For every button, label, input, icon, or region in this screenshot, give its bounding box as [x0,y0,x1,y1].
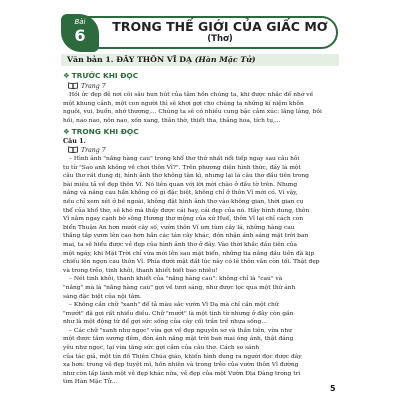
text-line: – Nét tinh khôi, thanh khiết của "nắng hàng cau": không chỉ là "cau" và [69,276,283,283]
text-line: như là một động từ để gợi sức sống của cây cối trần trề nhựa sống... [63,319,267,326]
text-line: chiếu lên ngọn cau thôn Vĩ. Phía dưới mặt đất lúc này có lẽ thôn vẫn còn tối. Thật đẹp [63,259,320,266]
text-line: xa hơn: trong vẻ đẹp tuyệt mĩ, hồn nhiên và trong trẻo của vườn thôn Vĩ đường [63,362,299,369]
text-line: – Hình ảnh "nắng hàng cau" trong khổ thơ thứ nhất nổi tiếp ngay sau câu hỏi [69,156,300,162]
text-line: và trong trẻo, tinh khôi, thanh khiết biết bao nhiêu! [63,267,218,274]
text-line: biển Thuận An hơn mười cây số, vườn thôn Vĩ um tùm cây lá, những hàng cau [63,224,295,231]
lesson-subtitle: (Thơ) [207,34,233,44]
text-line: "mướt" đã gợi rất nhiều điều. Chữ "mướt" là một tính từ nhưng ở đây còn gần [63,310,294,317]
text-line: một ngày, khi Mặt Trời chỉ vừa mới lên sau mặt biển, những tia nắng đầu tiên đã kịp [63,250,315,257]
text-line: nguôi, vui, buồn, nhớ thương,... Chúng ta sẽ có nhiều cung bậc cảm xúc: lâng lâng, bồi [63,109,322,116]
text-line: tìm Hàn Mặc Tử... [63,379,118,386]
while-reading-paragraph [63,155,339,387]
book-icon [68,82,78,91]
page-number: 5 [330,384,336,393]
text-line: thể của khổ thơ, sẽ khó mà thấy được cái hay, cái đẹp của nó. Hãy hình dung, thôn [63,207,310,214]
text-line: sáng đặc biệt của nội tâm. [63,293,142,300]
text-line: tu từ "Sao anh không về chơi thôn Vĩ?". Trên phương diện hình thức, đây là một [63,164,301,171]
text-line: mai, ta sẽ hiểu được vẻ đẹp của hình ảnh thơ ở đây. Vào thời khắc đầu tiên của [63,241,298,248]
text-line: của tác giả, một tín đồ Thiên Chúa giáo, khiến hình dung ra người đọc được đây [63,353,302,360]
diamond-bullet-icon: ❖ [63,71,70,80]
text-line: Hồi ức đẹp đẽ nơi cõi sâu hun hút của tâm hồn chúng ta, khi được nhắc đề nhớ về [69,92,314,98]
text-line: "nắng" mà là "nắng hàng cau" gợi về tươi sáng, như được lọc qua một thứ ánh [63,284,296,291]
text-line: – Các chữ "xanh như ngọc" vừa gợi về đẹp nguyên sơ và thần tiên, vừa như [69,327,292,334]
section-before-reading [63,71,138,80]
page-reference [68,146,106,155]
lesson-word: Bài [74,18,86,26]
text-line: yêu như ngọc, lại vừa tăng sức gợi cảm của câu thơ. Cách so sánh [63,345,260,352]
text-line: thẳng tắp vươn lên cao hơn hẳn các tán cây khác, đón nhận ánh sáng mặt trời ban [63,233,309,240]
page-ref-text: Trang 7 [81,83,106,90]
lesson-badge [61,14,99,52]
text-line: nếu chỉ xem xét ở bề ngoài, không đặt hình ảnh thơ vào không gian, thời gian cụ [63,198,304,205]
question-label: Câu 1. [63,137,86,145]
text-line: bài miêu tả về đẹp thôn Vĩ. Nó liên quan với lời mời chào ở đầu tờ trên. Nhưng [63,181,298,188]
book-icon [68,146,78,155]
page-ref-text: Trang 7 [81,147,106,154]
text-line: một khung cảnh, một con người thì sẽ khơi gợi cho chúng ta những kí niệm khôn [63,100,304,107]
text-line: – Không cần chữ "xanh" để tả màu sắc vườn Vĩ Dạ mà chỉ cần một chữ [69,302,279,309]
section-heading: TRONG KHI ĐỌC [71,127,139,136]
section-heading: TRƯỚC KHI ĐỌC [71,71,139,80]
text-line: hồi, nao nao, nôn nao, xốn xang, thẫn thờ, thiết tha, thảng hoa, tích tụ,... [63,117,281,124]
section-while-reading [63,127,139,136]
page-reference [68,82,106,91]
text-line: Vĩ nằm ngay cạnh bờ sông Hương thơ mộng của xứ Huế, thôn Vĩ lại chỉ cách con [63,216,304,223]
text-title: Văn bản 1. ĐÂY THÔN VĨ DẠ [67,55,193,64]
text-line: câu thơ rất dung dị, hình ảnh thơ không tân kì, nhưng lại là câu thơ đầu tiên trong [63,173,309,180]
lesson-number: 6 [74,26,86,45]
before-reading-paragraph [63,91,339,125]
text-line: nắng và nắng cau hẳn không có gì đặc biệt, không chỉ ở thôn Vĩ mới có. Vì vậy, [63,190,298,197]
text-line: như còn lấp lánh một vẻ đẹp khác nữa, vẻ đẹp của một Vườn Địa Đàng trong trí [63,370,301,377]
text-line: một được tắm sương đêm, đón ánh nắng mặt trời ban mai óng ánh, thật đáng [63,336,294,343]
diamond-bullet-icon: ❖ [63,127,70,136]
lesson-title: TRONG THẾ GIỚI CỦA GIẤC MƠ [112,19,328,34]
lesson-header [62,16,338,49]
text-title-banner [61,54,339,66]
text-author: (Hàn Mặc Tử) [194,55,256,64]
